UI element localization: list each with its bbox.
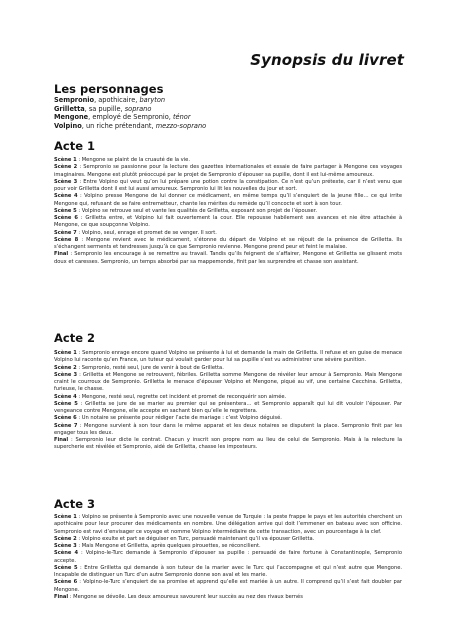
- scene-label: Scène 1: [54, 350, 77, 356]
- scene-paragraph: [54, 164, 402, 179]
- scene-text: : Volpino exulte et part se déguiser en Turc, persuadé maintenant qu’il va épouser Grilletta.: [76, 535, 315, 542]
- scene-paragraph: [54, 594, 402, 601]
- character-name: Sempronio: [54, 96, 95, 104]
- scene-text: : Entre Volpino qui veut qu’on lui prépare une potion contre la constipation. Ce n’est qu’un prétexte, car il n’est venu que pour voir Grilletta dont il est lui aussi amoureux. Sempronio lui lit les nouvelles du jour et sort.: [54, 178, 403, 192]
- scene-text: : Sempronio se passionne pour la lecture des gazettes internationales et essaie de faire partager à Mengone ces voyages imaginaires. Mengone est plutôt préoccupé par le projet de Sempronio d’épouser sa pupille, dont il est lui-même amoureux.: [54, 164, 402, 178]
- scene-label: Scène 3: [54, 543, 77, 549]
- scene-paragraph: [54, 350, 402, 365]
- scene-label: Scène 2: [54, 535, 77, 542]
- scene-label: Scène 4: [54, 393, 77, 400]
- scene-label: Final: [54, 251, 69, 258]
- scene-label: Scène 3: [54, 371, 78, 378]
- scene-text: : Un notaire se présente pour rédiger l’acte de mariage : c’est Volpino déguisé.: [76, 415, 282, 422]
- character-desc: , apothicaire,: [94, 96, 140, 104]
- act1-scenes: [54, 157, 402, 266]
- scene-label: Scène 6: [54, 579, 78, 586]
- scene-text: : Mengone survient à son tour dans le même apparat et les deux notaires se disputent la place. Sempronio finit par les engager tous les deux.: [54, 422, 403, 436]
- character-item: [54, 96, 414, 105]
- scene-text: : Mengone, resté seul, regrette cet incident et promet de reconquérir son aimée.: [76, 393, 287, 400]
- character-item: [54, 105, 414, 114]
- scene-paragraph: [54, 423, 402, 438]
- scene-label: Scène 6: [54, 415, 77, 422]
- scene-label: Scène 1: [54, 514, 77, 520]
- scene-text: : Volpino, seul, enrage et promet de se venger. Il sort.: [76, 229, 217, 236]
- scene-paragraph: [54, 401, 402, 416]
- scene-paragraph: [54, 415, 402, 422]
- character-item: [54, 122, 414, 131]
- scene-text: : Grilletta et Mengone se retrouvent, fébriles. Grilletta somme Mengone de révéler leur amour à Sempronio. Mais Mengone craint le courroux de Sempronio. Grilletta le menace d’épouser Volpino et Mengone, piqué au vif, une certaine Cecchina. Grilletta, furieuse, le chasse.: [54, 371, 402, 393]
- scene-label: Scène 6: [54, 215, 78, 221]
- character-desc: , employé de Sempronio,: [88, 113, 173, 122]
- scene-paragraph: [54, 536, 402, 543]
- scene-text: : Grilletta entre, et Volpino lui fait ouvertement la cour. Elle repousse habilement ses avances et nie être attachée à Mengone, ce que soupçonne Volpino.: [54, 215, 403, 229]
- scene-paragraph: [54, 251, 402, 266]
- scene-text: : Sempronio enrage encore quand Volpino se présente à lui et demande la main de Grilletta. Il refuse et en guise de menace Volpino lui raconte qu’en France, un tuteur qui voulait garder pour lui sa pupille s’est vu administrer une sévère punition.: [54, 350, 403, 364]
- scene-label: Scène 3: [54, 178, 78, 185]
- scene-label: Scène 1: [54, 157, 77, 163]
- scene-text: : Mengone se dévoile. Les deux amoureux savourent leur succès au nez des rivaux bernés: [68, 593, 303, 600]
- scene-text: : Sempronio leur dicte le contrat. Chacun y inscrit son propre nom au lieu de celui de Sempronio. Mais à la relecture la supercherie est révélée et Sempronio, aidé de Grilletta, chasse les imposteurs.: [54, 437, 402, 451]
- characters-heading: Les personnages: [54, 82, 164, 96]
- scene-label: Scène 7: [54, 422, 78, 429]
- character-name: Grilletta: [54, 104, 85, 113]
- scene-label: Final: [54, 437, 69, 443]
- character-item: [54, 113, 414, 122]
- scene-label: Scène 8: [54, 236, 79, 243]
- scene-paragraph: [54, 365, 402, 372]
- scene-label: Scène 2: [54, 164, 78, 171]
- scene-text: : Grilletta se jure de se marier au premier qui se présentera… et Sempronio apparaît qui lui dit vouloir l’épouser. Par vengeance contre Mengone, elle accepte en sachant bien qu’elle le regrettera.: [54, 400, 402, 414]
- page-title: Synopsis du livret: [250, 51, 404, 69]
- scene-text: : Sempronio, resté seul, jure de venir à bout de Grilletta.: [76, 364, 224, 371]
- scene-paragraph: [54, 208, 402, 215]
- scene-label: Scène 4: [54, 550, 79, 557]
- character-name: Volpino: [54, 121, 82, 130]
- scene-paragraph: [54, 237, 402, 252]
- act3-heading: Acte 3: [54, 497, 96, 511]
- scene-paragraph: [54, 215, 402, 230]
- scene-text: : Mengone se plaint de la cruauté de la vie.: [76, 157, 190, 163]
- act2-heading: Acte 2: [54, 331, 96, 345]
- scene-paragraph: [54, 579, 402, 594]
- act2-scenes: [54, 350, 402, 452]
- scene-text: : Volpino se retrouve seul et vante les qualités de Grilletta, exposant son projet de l’épouser.: [76, 207, 317, 214]
- scene-text: : Volpino-le-Turc demande à Sempronio d’épouser sa pupille : persuadé de faire fortune à Constantinople, Sempronio accepte.: [54, 550, 403, 564]
- scene-text: : Entre Grilletta qui demande à son tuteur de la marier avec le Turc qui l’accompagne et qui n’est autre que Mengone. Incapable de distinguer un Turc d’un autre Sempronio donne son aval et les marie.: [54, 564, 403, 578]
- scene-paragraph: [54, 230, 402, 237]
- character-desc: , sa pupille,: [84, 104, 125, 113]
- scene-paragraph: [54, 514, 402, 536]
- scene-label: Scène 4: [54, 193, 78, 200]
- scene-label: Scène 5: [54, 564, 78, 571]
- character-voice: baryton: [139, 96, 166, 104]
- act3-scenes: [54, 514, 402, 601]
- characters-list: [54, 96, 414, 130]
- scene-paragraph: [54, 437, 402, 452]
- act1-heading: Acte 1: [54, 139, 96, 153]
- scene-paragraph: [54, 565, 402, 580]
- scene-paragraph: [54, 179, 402, 194]
- character-desc: , un riche prétendant,: [81, 121, 156, 130]
- scene-text: : Sempronio les encourage à se remettre au travail. Tandis qu’ils feignent de s’affairer, Mengone et Grilletta se glissent mots doux et caresses. Sempronio, un temps absorbé par sa mappemonde, finit par les surprendre et chasse son assistant.: [54, 251, 402, 265]
- scene-paragraph: [54, 372, 402, 394]
- character-name: Mengone: [54, 113, 89, 122]
- scene-text: : Mais Mengone et Grilletta, après quelques pirouettes, se réconcilient.: [76, 543, 261, 549]
- scene-text: : Volpino presse Mengone de lui donner ce médicament, en même temps qu’il s’enquiert de la jeune fille… ce qui irrite Mengone qui, refusant de se faire entremetteur, chante les mérites du remède qu’il concocte et sort à son tour.: [54, 193, 403, 207]
- scene-label: Final: [54, 593, 69, 600]
- scene-label: Scène 5: [54, 207, 77, 214]
- scene-paragraph: [54, 394, 402, 401]
- scene-text: : Volpino se présente à Sempronio avec une nouvelle venue de Turquie : la peste frappe le pays et les autorités cherchent un apothicaire pour leur procurer des médicaments en nombre. Une délégation arrive qui doit l’emmener en bateau avec son officine. Sempronio est ravi d’envisager ce voyage et nomme Volpino intermédiaire de cette transaction, avec un pourcentage à la clef.: [54, 514, 403, 535]
- scene-label: Scène 7: [54, 229, 77, 236]
- scene-paragraph: [54, 550, 402, 565]
- scene-paragraph: [54, 193, 402, 208]
- scene-text: : Volpino-le-Turc s’enquiert de sa promise et apprend qu’elle est mariée à un autre. Il comprend qu’il s’est fait doubler par Mengone.: [54, 579, 403, 593]
- character-voice: soprano: [124, 104, 152, 113]
- scene-label: Scène 5: [54, 400, 78, 407]
- scene-text: : Mengone revient avec le médicament, s’étonne du départ de Volpino et se réjouit de la présence de Grilletta. Ils s’échangent serments et tendresses jusqu’à ce que Sempronio revienne. Mengone prend peur et feint le malaise.: [54, 236, 402, 250]
- scene-label: Scène 2: [54, 364, 77, 371]
- character-voice: mezzo-soprano: [155, 121, 207, 130]
- character-voice: ténor: [172, 113, 191, 122]
